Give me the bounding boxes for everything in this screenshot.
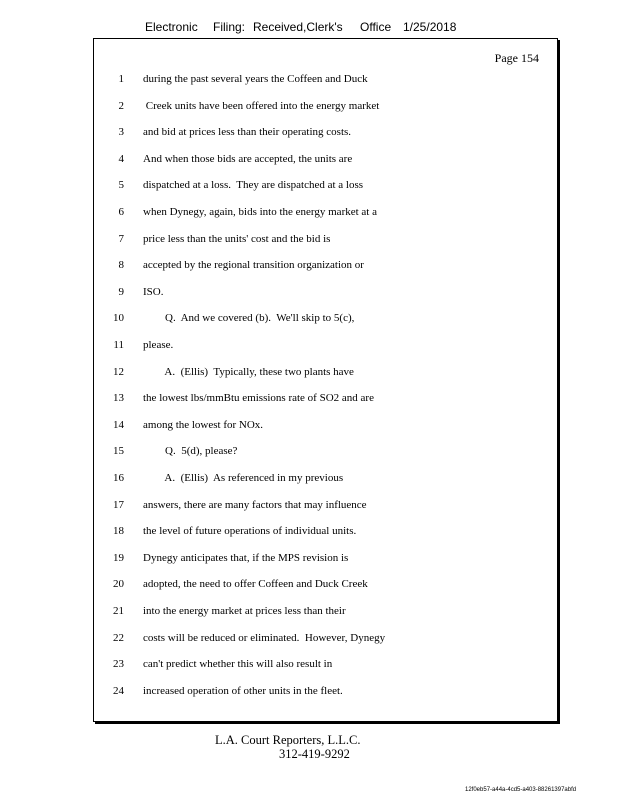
line-number: 12	[113, 365, 124, 378]
line-number: 13	[113, 392, 124, 405]
transcript-line	[94, 683, 554, 699]
line-text: accepted by the regional transition organization or	[143, 259, 364, 272]
transcript-line	[94, 257, 554, 273]
line-number: 11	[113, 339, 124, 351]
line-text: costs will be reduced or eliminated. However, Dynegy	[143, 631, 386, 644]
line-number: 19	[113, 551, 124, 564]
line-number: 8	[118, 259, 124, 272]
line-number: 5	[118, 179, 124, 192]
line-number: 23	[113, 658, 124, 671]
transcript-line	[94, 417, 554, 433]
line-number: 10	[113, 312, 124, 325]
line-text: among the lowest for NOx.	[143, 418, 264, 431]
transcript-line	[94, 603, 554, 619]
header-office: Office	[360, 20, 392, 34]
transcript-line	[94, 497, 554, 513]
line-number: 18	[113, 525, 124, 538]
page-number: Page 154	[494, 51, 539, 65]
line-number: 6	[118, 206, 124, 218]
line-number: 2	[118, 99, 124, 112]
header-date: 1/25/2018	[403, 20, 457, 34]
line-text: A. (Ellis) Typically, these two plants have	[143, 365, 354, 378]
line-text: Q. And we covered (b). We'll skip to 5(c),	[143, 312, 355, 325]
line-text: and bid at prices less than their operating costs.	[143, 126, 352, 139]
transcript-line	[94, 656, 554, 672]
transcript-line	[94, 550, 554, 566]
line-number: 1	[118, 73, 124, 85]
transcript-page	[93, 38, 558, 722]
line-text: Creek units have been offered into the energy market	[143, 99, 380, 112]
transcript-line	[94, 470, 554, 486]
line-number: 24	[113, 684, 124, 697]
transcript-line	[94, 390, 554, 406]
transcript-line	[94, 177, 554, 193]
line-text: A. (Ellis) As referenced in my previous	[143, 472, 344, 484]
line-number: 22	[113, 631, 124, 644]
line-number: 21	[113, 605, 124, 617]
header-received: Received,Clerk's	[253, 20, 343, 34]
document-id: 12f0eb57-a44a-4cd5-a403-88261397abfd	[465, 787, 577, 793]
line-number: 3	[118, 126, 124, 139]
line-text: Dynegy anticipates that, if the MPS revision is	[143, 551, 349, 564]
line-text: can't predict whether this will also result in	[143, 658, 333, 671]
line-text: please.	[143, 339, 174, 351]
footer-phone: 312-419-9292	[279, 747, 350, 761]
line-number: 9	[118, 285, 124, 298]
line-number: 14	[113, 418, 124, 431]
transcript-line	[94, 364, 554, 380]
line-number: 4	[118, 152, 124, 165]
transcript-line	[94, 204, 554, 220]
line-number: 20	[113, 578, 124, 591]
header-filing: Filing:	[213, 20, 246, 34]
line-text: increased operation of other units in the fleet.	[143, 684, 343, 697]
transcript-line	[94, 151, 554, 167]
line-text: answers, there are many factors that may influence	[143, 498, 367, 511]
transcript-line	[94, 310, 554, 326]
transcript-line	[94, 231, 554, 247]
transcript-line	[94, 576, 554, 592]
line-text: Q. 5(d), please?	[143, 445, 238, 458]
transcript-line	[94, 523, 554, 539]
transcript-line	[94, 98, 554, 114]
line-text: during the past several years the Coffeen and Duck	[143, 73, 368, 85]
transcript-line	[94, 337, 554, 353]
line-text: And when those bids are accepted, the units are	[143, 152, 353, 165]
transcript-line	[94, 630, 554, 646]
line-number: 15	[113, 445, 124, 458]
header-electronic: Electronic	[145, 20, 198, 34]
transcript-line	[94, 284, 554, 300]
line-text: dispatched at a loss. They are dispatched at a loss	[143, 179, 364, 192]
line-text: the lowest lbs/mmBtu emissions rate of SO2 and are	[143, 392, 374, 405]
line-text: ISO.	[143, 285, 164, 298]
line-number: 7	[118, 232, 124, 245]
line-text: adopted, the need to offer Coffeen and Duck Creek	[143, 578, 368, 591]
line-text: price less than the units' cost and the bid is	[143, 232, 331, 245]
filing-stamp-header	[0, 20, 618, 36]
footer-company: L.A. Court Reporters, L.L.C.	[215, 733, 361, 747]
line-text: the level of future operations of individual units.	[143, 525, 357, 538]
transcript-line	[94, 124, 554, 140]
transcript-line	[94, 443, 554, 459]
line-number: 17	[113, 498, 124, 511]
line-text: when Dynegy, again, bids into the energy market at a	[143, 206, 377, 218]
line-number: 16	[113, 472, 124, 484]
line-text: into the energy market at prices less than their	[143, 605, 346, 617]
transcript-line	[94, 71, 554, 87]
